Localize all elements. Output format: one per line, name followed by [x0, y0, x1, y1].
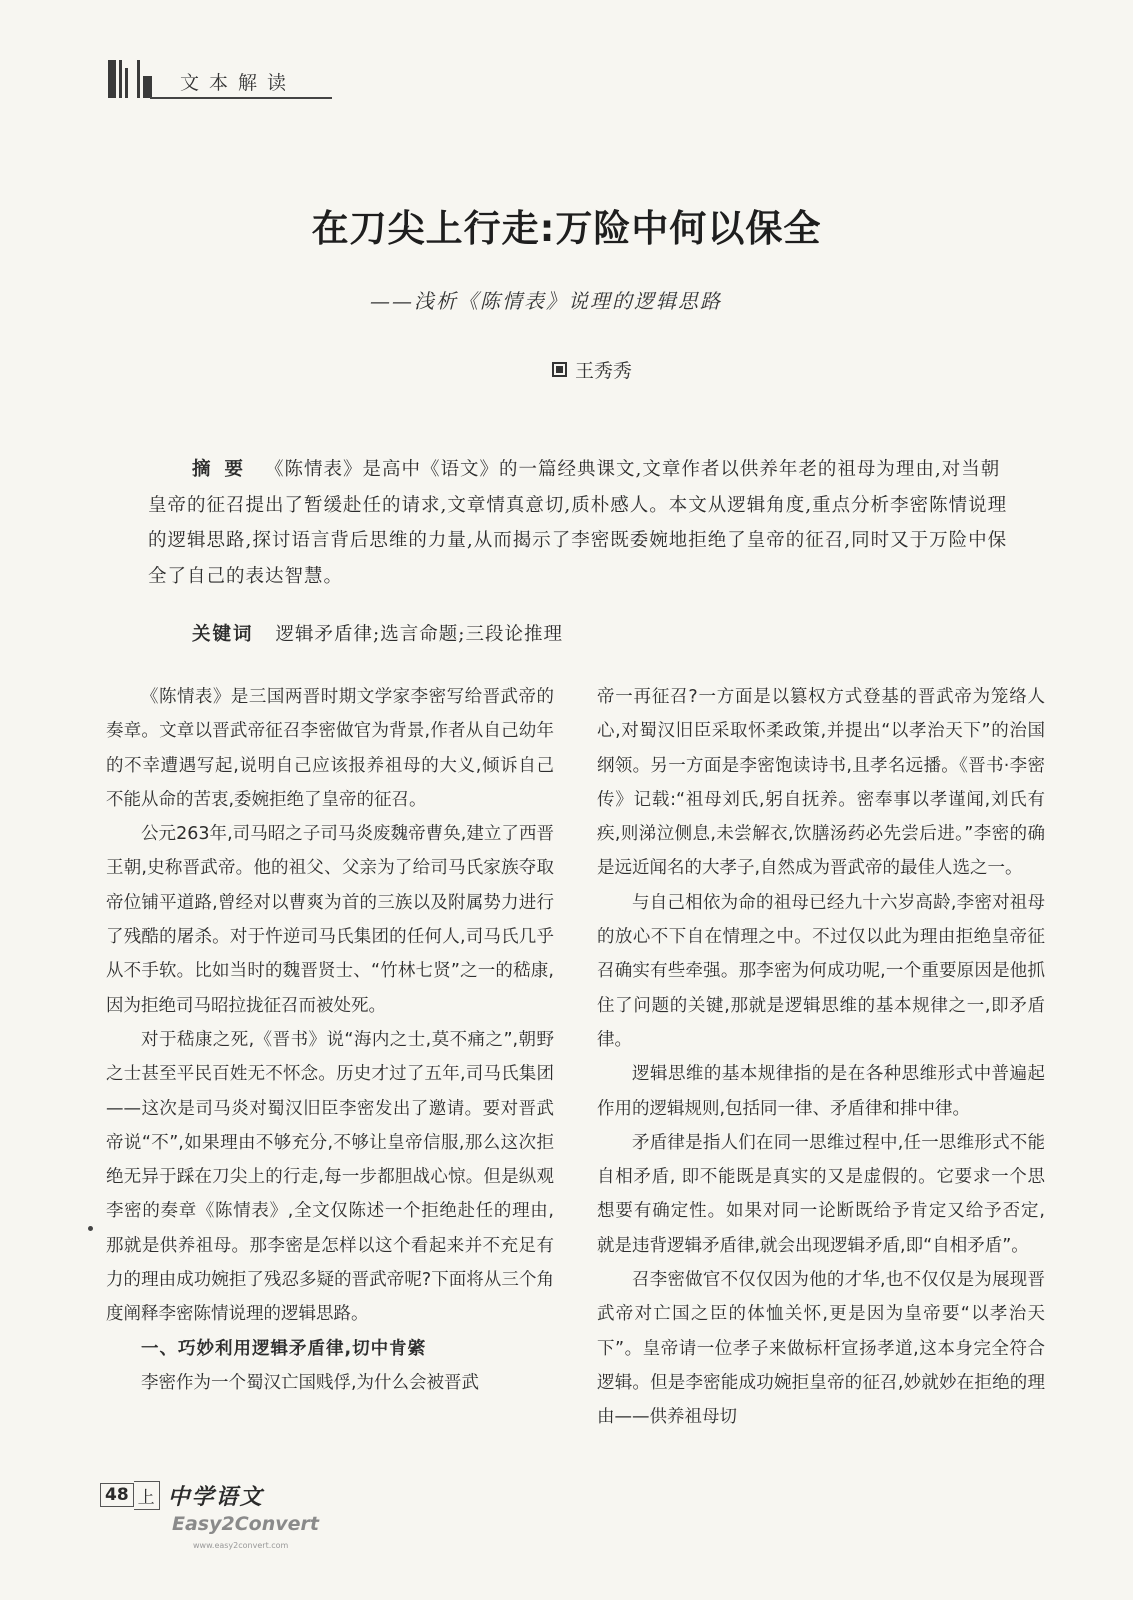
section-heading: 一、巧妙利用逻辑矛盾律,切中肯綮: [141, 1338, 427, 1359]
section-label: 文本解读: [180, 72, 297, 94]
paragraph: 帝一再征召?一方面是以篡权方式登基的晋武帝为笼络人心,对蜀汉旧臣采取怀柔政策,并提出“以孝治天下”的治国纲领。另一方面是李密饱读诗书,且孝名远播。《晋书·李密传》记载:“祖母刘氏,躬自抚养。密奉事以孝谨闻,刘氏有疾,则涕泣侧息,未尝解衣,饮膳汤药必先尝后进。”李密的确是远近闻名的大孝子,自然成为晋武帝的最佳人选之一。: [597, 687, 1045, 879]
header-bars-icon: [108, 60, 152, 98]
watermark-url: www.easy2convert.com: [193, 1541, 289, 1550]
right-column: [597, 680, 1045, 1435]
paragraph: 《陈情表》是三国两晋时期文学家李密写给晋武帝的奏章。文章以晋武帝征召李密做官为背景,作者从自己幼年的不幸遭遇写起,说明自己应该报养祖母的大义,倾诉自己不能从命的苦衷,委婉拒绝了皇帝的征召。: [106, 687, 554, 810]
author-name: 王秀秀: [575, 360, 633, 382]
left-column: [106, 680, 554, 1400]
watermark-logo: Easy2Convert: [172, 1513, 319, 1535]
abstract: [148, 452, 1010, 594]
paragraph: 与自己相依为命的祖母已经九十六岁高龄,李密对祖母的放心不下自在情理之中。不过仅以此为理由拒绝皇帝征召确实有些牵强。那李密为何成功呢,一个重要原因是他抓住了问题的关键,那就是逻辑思维的基本规律之一,即矛盾律。: [597, 892, 1045, 1050]
magazine-name: 中学语文: [167, 1483, 264, 1510]
article-title: 在刀尖上行走:万险中何以保全: [311, 207, 822, 250]
author-line: [552, 356, 632, 383]
page-half: 上: [134, 1481, 160, 1510]
keywords-text: 逻辑矛盾律;选言命题;三段论推理: [275, 624, 563, 645]
abstract-text: 《陈情表》是高中《语文》的一篇经典课文,文章作者以供养年老的祖母为理由,对当朝皇帝的征召提出了暂缓赴任的请求,文章情真意切,质朴感人。本文从逻辑角度,重点分析李密陈情说理的逻辑思路,探讨语言背后思维的力量,从而揭示了李密既委婉地拒绝了皇帝的征召,同时又于万险中保全了自己的表达智慧。: [148, 459, 1008, 587]
keywords: [192, 620, 563, 646]
abstract-label: 摘要: [192, 459, 258, 480]
article-subtitle: ——浅析《陈情表》说理的逻辑思路: [370, 289, 722, 313]
paragraph: 矛盾律是指人们在同一思维过程中,任一思维形式不能自相矛盾, 即不能既是真实的又是虚假的。它要求一个思想要有确定性。如果对同一论断既给予肯定又给予否定, 就是违背逻辑矛盾律,就会出现逻辑矛盾,即“自相矛盾”。: [597, 1132, 1045, 1256]
header-rule: [150, 97, 332, 99]
square-bullet-icon: [552, 362, 567, 377]
page-footer: [100, 1480, 264, 1510]
section-header: [108, 60, 330, 100]
paragraph: 公元263年,司马昭之子司马炎废魏帝曹奂,建立了西晋王朝,史称晋武帝。他的祖父、父亲为了给司马氏家族夺取帝位铺平道路,曾经对以曹爽为首的三族以及附属势力进行了残酷的屠杀。对于忤逆司马氏集团的任何人,司马氏几乎从不手软。比如当时的魏晋贤士、“竹林七贤”之一的嵇康,因为拒绝司马昭拉拢征召而被处死。: [106, 824, 554, 1016]
keywords-label: 关键词: [192, 624, 254, 645]
margin-dot: [88, 1226, 93, 1231]
page-number: 48: [100, 1483, 134, 1507]
paragraph: 逻辑思维的基本规律指的是在各种思维形式中普遍起作用的逻辑规则,包括同一律、矛盾律和排中律。: [597, 1064, 1045, 1119]
paragraph: 李密作为一个蜀汉亡国贱俘,为什么会被晋武: [141, 1372, 480, 1393]
paragraph: 召李密做官不仅仅因为他的才华,也不仅仅是为展现晋武帝对亡国之臣的体恤关怀,更是因为皇帝要“以孝治天下”。皇帝请一位孝子来做标杆宣扬孝道,这本身完全符合逻辑。但是李密能成功婉拒皇帝的征召,妙就妙在拒绝的理由——供养祖母切: [597, 1270, 1045, 1428]
paragraph: 对于嵇康之死,《晋书》说“海内之士,莫不痛之”,朝野之士甚至平民百姓无不怀念。历史才过了五年,司马氏集团——这次是司马炎对蜀汉旧臣李密发出了邀请。要对晋武帝说“不”,如果理由不够充分,不够让皇帝信服,那么这次拒绝无异于踩在刀尖上的行走,每一步都胆战心惊。但是纵观李密的奏章《陈情表》,全文仅陈述一个拒绝赴任的理由,那就是供养祖母。那李密是怎样以这个看起来并不充足有力的理由成功婉拒了残忍多疑的晋武帝呢?下面将从三个角度阐释李密陈情说理的逻辑思路。: [106, 1029, 554, 1325]
